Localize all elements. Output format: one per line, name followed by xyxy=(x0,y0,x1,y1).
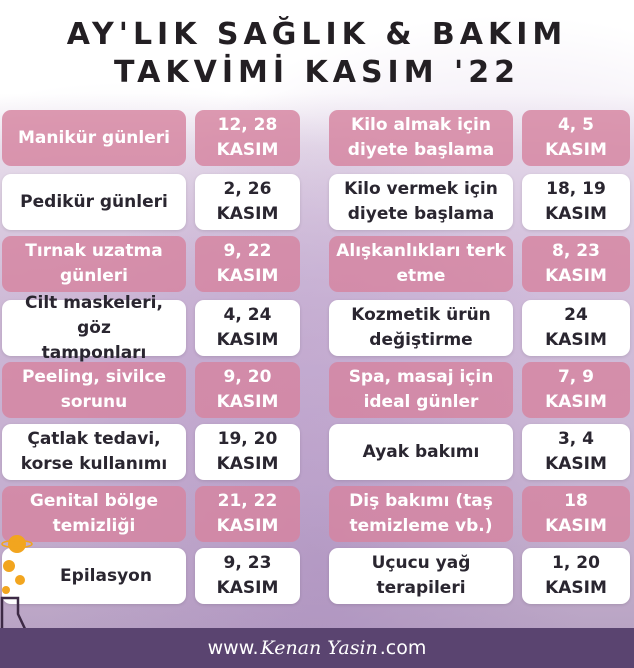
activity-catlak: Çatlak tedavi, korse kullanımı xyxy=(2,424,186,480)
dates-catlak: 19, 20 KASIM xyxy=(195,424,300,480)
brand-signature: Kenan Yasin xyxy=(260,637,378,659)
dates-kozmetik: 24 KASIM xyxy=(522,300,630,356)
dates-genital: 21, 22 KASIM xyxy=(195,486,300,542)
activity-ucucu-yag: Uçucu yağ terapileri xyxy=(329,548,513,604)
dates-ayak-bakimi: 3, 4 KASIM xyxy=(522,424,630,480)
activity-kilo-vermek: Kilo vermek için diyete başlama xyxy=(329,174,513,230)
dates-peeling: 9, 20 KASIM xyxy=(195,362,300,418)
activity-spa: Spa, masaj için ideal günler xyxy=(329,362,513,418)
footer-website: www. Kenan Yasin .com xyxy=(0,628,634,668)
dates-aliskanlik: 8, 23 KASIM xyxy=(522,236,630,292)
activity-ayak-bakimi: Ayak bakımı xyxy=(329,424,513,480)
title-line-1: AY'LIK SAĞLIK & BAKIM xyxy=(66,17,568,52)
activity-aliskanlik: Alışkanlıkları terk etme xyxy=(329,236,513,292)
activity-cilt-maskeleri: Cilt maskeleri, göz tamponları xyxy=(2,300,186,356)
dates-spa: 7, 9 KASIM xyxy=(522,362,630,418)
activity-pedikur: Pedikür günleri xyxy=(2,174,186,230)
activity-kilo-almak: Kilo almak için diyete başlama xyxy=(329,110,513,166)
activity-genital: Genital bölge temizliği xyxy=(2,486,186,542)
dates-cilt-maskeleri: 4, 24 KASIM xyxy=(195,300,300,356)
activity-kozmetik: Kozmetik ürün değiştirme xyxy=(329,300,513,356)
activity-manikur: Manikür günleri xyxy=(2,110,186,166)
dates-tirnak-uzatma: 9, 22 KASIM xyxy=(195,236,300,292)
dates-kilo-vermek: 18, 19 KASIM xyxy=(522,174,630,230)
dates-epilasyon: 9, 23 KASIM xyxy=(195,548,300,604)
dates-manikur: 12, 28 KASIM xyxy=(195,110,300,166)
activity-peeling: Peeling, sivilce sorunu xyxy=(2,362,186,418)
activity-epilasyon: Epilasyon xyxy=(2,548,186,604)
dates-dis-bakimi: 18 KASIM xyxy=(522,486,630,542)
dates-kilo-almak: 4, 5 KASIM xyxy=(522,110,630,166)
dates-ucucu-yag: 1, 20 KASIM xyxy=(522,548,630,604)
activity-dis-bakimi: Diş bakımı (taş temizleme vb.) xyxy=(329,486,513,542)
title-line-2: TAKVİMİ KASIM '22 xyxy=(114,55,520,90)
dates-pedikur: 2, 26 KASIM xyxy=(195,174,300,230)
activity-tirnak-uzatma: Tırnak uzatma günleri xyxy=(2,236,186,292)
